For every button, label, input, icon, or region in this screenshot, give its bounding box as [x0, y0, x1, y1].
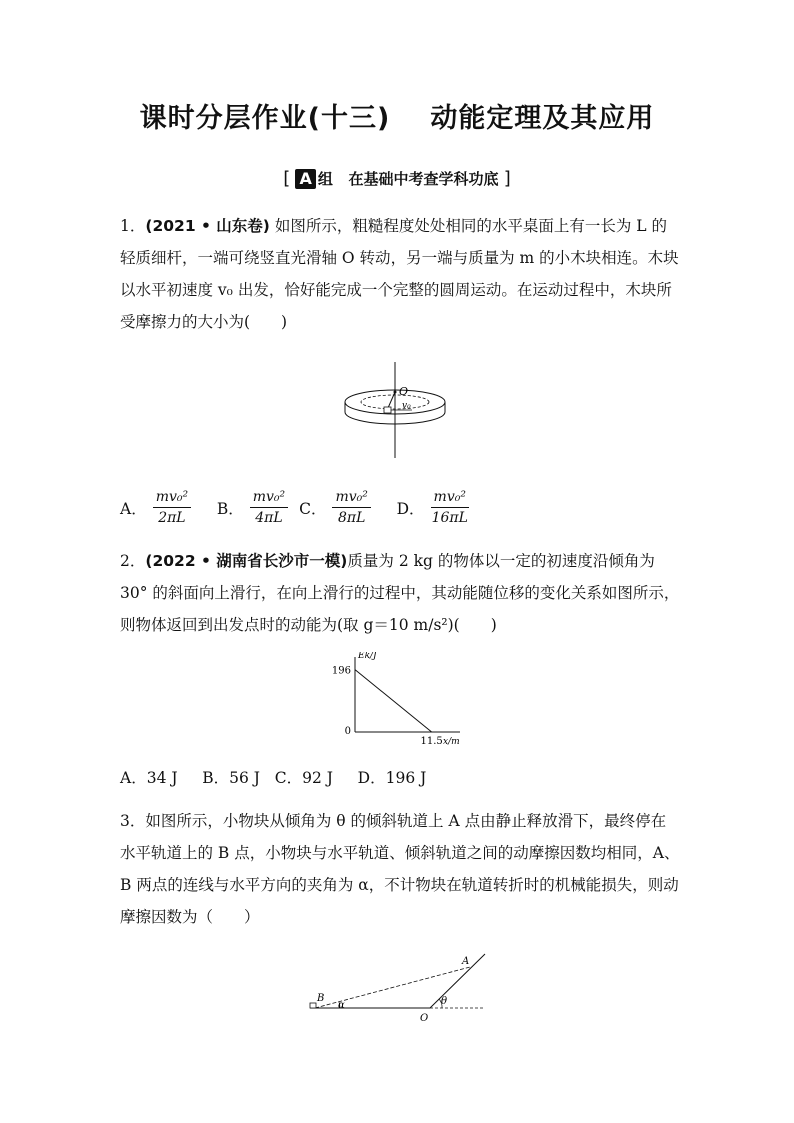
page-title [0, 96, 794, 135]
q1-figure [330, 360, 460, 460]
q1-source: (2021 • 山东卷) [145, 217, 270, 235]
q3-label-alpha: α [338, 1000, 345, 1011]
q1-option-d: D． $\frac{\text{mv₀²}}{16\pi L}$ [396, 489, 468, 526]
q2-source: (2022 • 湖南省长沙市一模) [145, 552, 348, 570]
q3-figure [300, 950, 500, 1025]
q1-block [384, 407, 391, 413]
q2-stem: 质量为 2 kg 的物体以一定的初速度沿倾角为 30° 的斜面向上滑行，在向上滑行的过程中，其动能随位移的变化关系如图所示，则物体返回到出发点时的动能为(取 g＝10 m/s²)( ) [120, 552, 680, 634]
q1-label-o: O [399, 385, 409, 398]
bracket-right: ] [503, 168, 511, 189]
q3-block [310, 1003, 316, 1008]
q1-rod [388, 392, 395, 408]
bracket-left: [ [283, 168, 291, 189]
q2-option-a: A．34 J [120, 769, 178, 787]
group-label: 组 [317, 170, 333, 188]
q2-x-tick-label: 11.5 [420, 736, 443, 747]
question-3 [120, 805, 680, 933]
group-text: 在基础中考查学科功底 [348, 170, 499, 188]
q3-number: 3． [120, 812, 146, 830]
group-heading [0, 168, 794, 189]
q2-number: 2． [120, 552, 146, 570]
q2-y-tick-label: 196 [331, 665, 351, 677]
q2-option-c: C．92 J [274, 769, 334, 787]
title-sub: 动能定理及其应用 [430, 103, 655, 134]
q2-x-label: x/m [443, 737, 460, 747]
q1-stem: 如图所示，粗糙程度处处相同的水平桌面上有一长为 L 的轻质细杆，一端可绕竖直光滑轴 O 转动，另一端与质量为 m 的小木块相连。木块以水平初速度 v₀ 出发，恰好能完成一个完整的圆周运动。在运动过程中，木块所受摩擦力的大小为( ) [120, 217, 679, 331]
q3-label-b: B [317, 993, 325, 1004]
q2-options [120, 766, 680, 788]
q3-incline-track [430, 954, 485, 1008]
group-badge: A [295, 169, 315, 189]
q2-series-line [355, 670, 432, 732]
q2-origin-label: 0 [344, 726, 351, 737]
q3-stem: 如图所示，小物块从倾角为 θ 的倾斜轨道上 A 点由静止释放滑下，最终停在水平轨道上的 B 点，小物块与水平轨道、倾斜轨道之间的动摩擦因数均相同，A、B 两点的连线与水平方向的夹角为 α，不计物块在轨道转折时的机械能损失，则动摩擦因数为（ ） [120, 812, 680, 926]
q1-option-c: C． $\frac{\text{mv₀²}}{8\pi L}$ [299, 498, 382, 516]
q2-option-d: D．196 J [357, 769, 427, 787]
q1-option-b: B． $\frac{\text{mv₀²}}{4\pi L}$ [217, 498, 299, 516]
q3-label-theta: θ [441, 996, 448, 1007]
q1-option-a: A． $\frac{\text{mv₀²}}{2\pi L}$ [120, 498, 202, 516]
q2-option-b: B．56 J [202, 769, 260, 787]
q1-label-v0: v₀ [402, 401, 411, 411]
q1-pivot [394, 391, 397, 394]
q3-label-o: O [420, 1013, 429, 1024]
q2-chart [330, 652, 470, 747]
question-1 [120, 210, 680, 338]
title-main: 课时分层作业(十三) [139, 103, 391, 134]
question-2 [120, 545, 680, 641]
q1-options [120, 487, 680, 528]
q1-number: 1． [120, 217, 146, 235]
q2-y-label: Ek/J [358, 652, 377, 661]
q3-label-a: A [462, 956, 470, 967]
